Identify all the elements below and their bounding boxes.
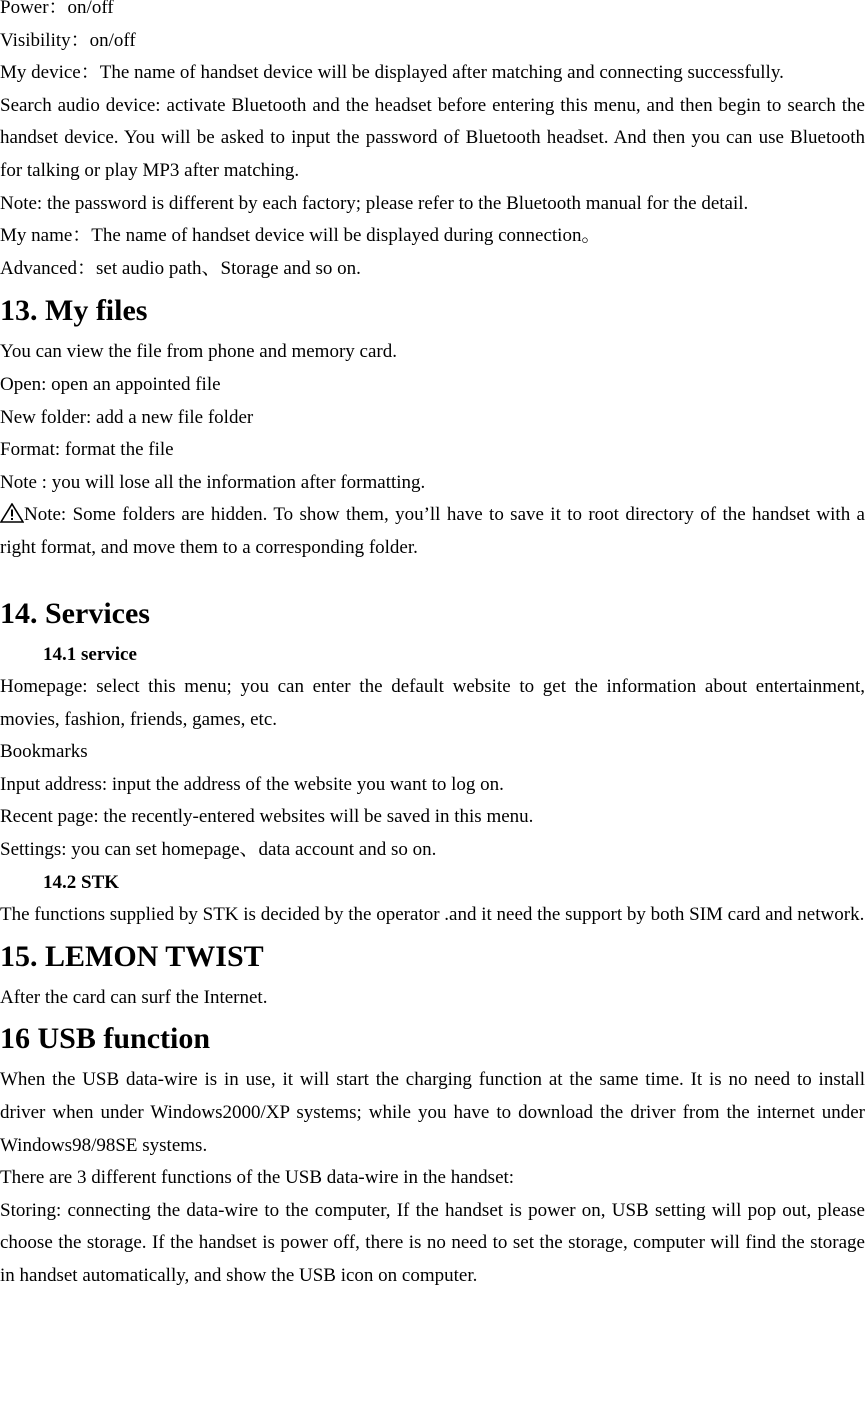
section-13-heading: 13. My files — [0, 294, 148, 328]
format-line: Format: format the file — [0, 439, 174, 461]
new-folder-line: New folder: add a new file folder — [0, 406, 254, 428]
usb-paragraph-3: Storing: connecting the data-wire to the computer, If the handset is power on, USB setting will pop out, please choose the storage. If the handset is power off, there is no need to set the storage, computer will find the storage in handset automatically, and show the USB icon on computer. — [0, 1199, 865, 1286]
my-device-paragraph: My device：The name of handset device will be displayed after matching and connecting successfully. — [0, 62, 784, 84]
recent-page-line: Recent page: the recently-entered websites will be saved in this menu. — [0, 806, 534, 828]
warning-icon — [0, 502, 24, 522]
section-14-heading: 14. Services — [0, 596, 150, 630]
bookmarks-line: Bookmarks — [0, 741, 88, 763]
subsection-14-2-heading: 14.2 STK — [43, 871, 120, 893]
power-line: Power：on/off — [0, 0, 114, 18]
subsection-14-1-heading: 14.1 service — [43, 643, 137, 665]
my-files-intro: You can view the file from phone and memory card. — [0, 341, 397, 363]
lemon-twist-text: After the card can surf the Internet. — [0, 986, 268, 1008]
usb-paragraph-2: There are 3 different functions of the USB data-wire in the handset: — [0, 1167, 515, 1189]
section-16-heading: 16 USB function — [0, 1022, 211, 1056]
stk-paragraph: The functions supplied by STK is decided by the operator .and it need the support by both SIM card and network. — [0, 904, 865, 926]
settings-line: Settings: you can set homepage、data account and so on. — [0, 839, 437, 861]
format-note: Note : you will lose all the information after formatting. — [0, 471, 426, 493]
hidden-folders-note — [0, 499, 865, 564]
my-name-line: My name：The name of handset device will be displayed during connection。 — [0, 225, 601, 247]
open-line: Open: open an appointed file — [0, 373, 221, 395]
homepage-paragraph: Homepage: select this menu; you can enter the default website to get the information about entertainment, movies, fashion, friends, games, etc. — [0, 676, 865, 730]
search-audio-paragraph: Search audio device: activate Bluetooth and the headset before entering this menu, and then begin to search the handset device. You will be asked to input the password of Bluetooth headset. And then you can use Bluetooth for talking or play MP3 after matching. — [0, 94, 865, 181]
section-15-heading: 15. LEMON TWIST — [0, 939, 264, 973]
advanced-line: Advanced：set audio path、Storage and so on. — [0, 257, 361, 279]
input-address-line: Input address: input the address of the website you want to log on. — [0, 773, 504, 795]
blank-line — [0, 565, 865, 589]
hidden-folders-note-text: Note: Some folders are hidden. To show them, you’ll have to save it to root directory of the handset with a right format, and move them to a corresponding folder. — [0, 504, 865, 558]
password-note: Note: the password is different by each factory; please refer to the Bluetooth manual for the detail. — [0, 192, 749, 214]
usb-paragraph-1: When the USB data-wire is in use, it will start the charging function at the same time. It is no need to install driver when under Windows2000/XP systems; while you have to download the driver from the internet under Windows98/98SE systems. — [0, 1069, 865, 1156]
visibility-line: Visibility：on/off — [0, 29, 136, 51]
